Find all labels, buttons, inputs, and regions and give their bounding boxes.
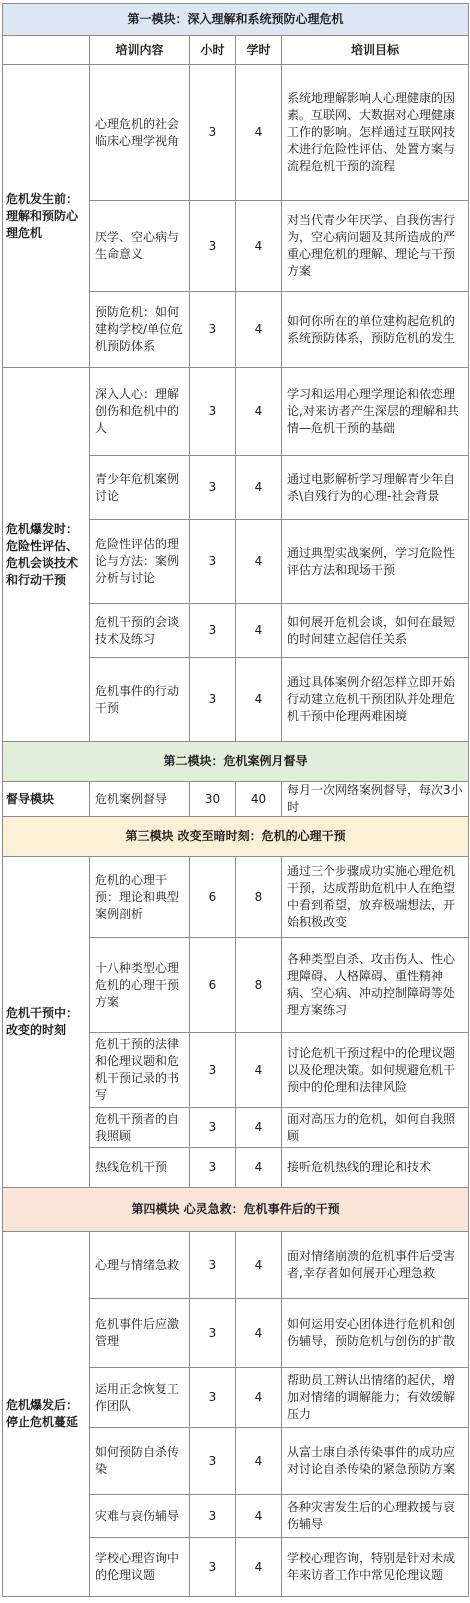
hours-cell: 3 bbox=[190, 292, 236, 368]
content-cell: 危机的心理干预：理论和典型案例剖析 bbox=[90, 857, 190, 938]
content-cell: 心理危机的社会临床心理学视角 bbox=[90, 65, 190, 201]
category-cell: 危机发生前：理解和预防心理危机 bbox=[3, 65, 90, 368]
hours-cell: 3 bbox=[190, 368, 236, 456]
goal-cell: 面对高压力的危机，如何自我照顾 bbox=[282, 1108, 469, 1148]
study-hours-cell: 8 bbox=[236, 857, 282, 938]
table-row bbox=[3, 368, 469, 456]
content-cell: 热线危机干预 bbox=[90, 1148, 190, 1188]
header-category bbox=[3, 36, 90, 65]
goal-cell: 如何你所在的单位建构起危机的系统预防体系，预防危机的发生 bbox=[282, 292, 469, 368]
study-hours-cell: 4 bbox=[236, 604, 282, 658]
table-row bbox=[3, 1232, 469, 1299]
content-cell: 危机事件后应激管理 bbox=[90, 1299, 190, 1368]
goal-cell: 对当代青少年厌学、自我伤害行为，空心病问题及其所造成的严重心理危机的理解、理论与干预方案 bbox=[282, 201, 469, 292]
study-hours-cell: 4 bbox=[236, 1108, 282, 1148]
hours-cell: 3 bbox=[190, 1148, 236, 1188]
hours-cell: 3 bbox=[190, 1368, 236, 1428]
study-hours-cell: 4 bbox=[236, 1428, 282, 1495]
category-cell: 危机爆发时：危险性评估、危机会谈技术和行动干预 bbox=[3, 368, 90, 742]
content-cell: 学校心理咨询中的伦理议题 bbox=[90, 1538, 190, 1597]
hours-cell: 6 bbox=[190, 938, 236, 1033]
hours-cell: 3 bbox=[190, 604, 236, 658]
content-cell: 灾难与哀伤辅导 bbox=[90, 1495, 190, 1538]
content-cell: 十八种类型心理危机的心理干预方案 bbox=[90, 938, 190, 1033]
module-title: 第四模块 心灵急救：危机事件后的干预 bbox=[3, 1188, 469, 1232]
goal-cell: 各种类型自杀、攻击伤人、性心理障碍、人格障碍、重性精神病、空心病、冲动控制障碍等处理方案练习 bbox=[282, 938, 469, 1033]
hours-cell: 3 bbox=[190, 1299, 236, 1368]
study-hours-cell: 4 bbox=[236, 658, 282, 742]
study-hours-cell: 4 bbox=[236, 368, 282, 456]
table-row bbox=[3, 857, 469, 938]
goal-cell: 通过典型实战案例，学习危险性评估方法和现场干预 bbox=[282, 520, 469, 604]
module-title: 第一模块：深入理解和系统预防心理危机 bbox=[3, 4, 469, 36]
module-title: 第二模块：危机案例月督导 bbox=[3, 742, 469, 782]
study-hours-cell: 4 bbox=[236, 1538, 282, 1597]
study-hours-cell: 4 bbox=[236, 1495, 282, 1538]
study-hours-cell: 4 bbox=[236, 520, 282, 604]
hours-cell: 3 bbox=[190, 1232, 236, 1299]
training-table bbox=[2, 3, 469, 1597]
content-cell: 心理与情绪急救 bbox=[90, 1232, 190, 1299]
column-header-row bbox=[3, 36, 469, 65]
hours-cell: 3 bbox=[190, 1495, 236, 1538]
category-cell: 危机爆发后：停止危机蔓延 bbox=[3, 1232, 90, 1597]
module-title-row bbox=[3, 4, 469, 36]
study-hours-cell: 4 bbox=[236, 1232, 282, 1299]
content-cell: 危机干预的法律和伦理议题和危机干预记录的书写 bbox=[90, 1033, 190, 1108]
content-cell: 厌学、空心病与生命意义 bbox=[90, 201, 190, 292]
goal-cell: 帮助员工辨认出情绪的起伏，增加对情绪的调解能力；有效缓解压力 bbox=[282, 1368, 469, 1428]
training-table-body bbox=[3, 4, 469, 1597]
study-hours-cell: 4 bbox=[236, 1368, 282, 1428]
study-hours-cell: 4 bbox=[236, 292, 282, 368]
study-hours-cell: 4 bbox=[236, 65, 282, 201]
hours-cell: 3 bbox=[190, 1428, 236, 1495]
study-hours-cell: 4 bbox=[236, 201, 282, 292]
hours-cell: 30 bbox=[190, 782, 236, 817]
hours-cell: 3 bbox=[190, 1108, 236, 1148]
content-cell: 运用正念恢复工作团队 bbox=[90, 1368, 190, 1428]
module-title-row bbox=[3, 742, 469, 782]
header-hours: 小时 bbox=[190, 36, 236, 65]
goal-cell: 通过电影解析学习理解青少年自杀\自残行为的心理-社会背景 bbox=[282, 456, 469, 520]
goal-cell: 学校心理咨询，特别是针对未成年来访者工作中常见伦理议题 bbox=[282, 1538, 469, 1597]
goal-cell: 系统地理解影响人心理健康的因素。互联网、大数据对心理健康工作的影响。怎样通过互联网技术进行危险性评估、处置方案与流程危机干预的流程 bbox=[282, 65, 469, 201]
hours-cell: 3 bbox=[190, 456, 236, 520]
module-title: 第三模块 改变至暗时刻：危机的心理干预 bbox=[3, 817, 469, 857]
goal-cell: 每月一次网络案例督导，每次3小时 bbox=[282, 782, 469, 817]
table-row bbox=[3, 65, 469, 201]
category-cell: 督导模块 bbox=[3, 782, 90, 817]
study-hours-cell: 8 bbox=[236, 938, 282, 1033]
goal-cell: 接听危机热线的理论和技术 bbox=[282, 1148, 469, 1188]
content-cell: 预防危机：如何建构学校/单位危机预防体系 bbox=[90, 292, 190, 368]
hours-cell: 3 bbox=[190, 1538, 236, 1597]
content-cell: 危机干预的会谈技术及练习 bbox=[90, 604, 190, 658]
content-cell: 危险性评估的理论与方法：案例分析与讨论 bbox=[90, 520, 190, 604]
content-cell: 深入人心：理解创伤和危机中的人 bbox=[90, 368, 190, 456]
goal-cell: 各种灾害发生后的心理救援与哀伤辅导 bbox=[282, 1495, 469, 1538]
study-hours-cell: 4 bbox=[236, 1148, 282, 1188]
content-cell: 如何预防自杀传染 bbox=[90, 1428, 190, 1495]
content-cell: 危机事件的行动干预 bbox=[90, 658, 190, 742]
hours-cell: 6 bbox=[190, 857, 236, 938]
hours-cell: 3 bbox=[190, 658, 236, 742]
goal-cell: 通过三个步骤成功实施心理危机干预，达成帮助危机中人在绝望中看到希望，放弃极端想法，开始积极改变 bbox=[282, 857, 469, 938]
hours-cell: 3 bbox=[190, 201, 236, 292]
goal-cell: 通过具体案例介绍怎样立即开始行动建立危机干预团队并处理危机干预中伦理两难困境 bbox=[282, 658, 469, 742]
study-hours-cell: 4 bbox=[236, 1299, 282, 1368]
table-row bbox=[3, 782, 469, 817]
goal-cell: 讨论危机干预过程中的伦理议题以及伦理决策。如何规避危机干预中的伦理和法律风险 bbox=[282, 1033, 469, 1108]
goal-cell: 从富士康自杀传染事件的成功应对讨论自杀传染的紧急预防方案 bbox=[282, 1428, 469, 1495]
study-hours-cell: 40 bbox=[236, 782, 282, 817]
goal-cell: 如何运用安心团体进行危机和创伤辅导，预防危机与创伤的扩散 bbox=[282, 1299, 469, 1368]
study-hours-cell: 4 bbox=[236, 1033, 282, 1108]
study-hours-cell: 4 bbox=[236, 456, 282, 520]
module-title-row bbox=[3, 1188, 469, 1232]
content-cell: 青少年危机案例讨论 bbox=[90, 456, 190, 520]
goal-cell: 如何展开危机会谈，如何在最短的时间建立起信任关系 bbox=[282, 604, 469, 658]
content-cell: 危机干预者的自我照顾 bbox=[90, 1108, 190, 1148]
hours-cell: 3 bbox=[190, 520, 236, 604]
goal-cell: 学习和运用心理学理论和依恋理论,对来访者产生深层的理解和共情—危机干预的基础 bbox=[282, 368, 469, 456]
header-content: 培训内容 bbox=[90, 36, 190, 65]
module-title-row bbox=[3, 817, 469, 857]
category-cell: 危机干预中：改变的时刻 bbox=[3, 857, 90, 1188]
hours-cell: 3 bbox=[190, 65, 236, 201]
goal-cell: 面对情绪崩溃的危机事件后受害者,幸存者如何展开心理急救 bbox=[282, 1232, 469, 1299]
header-study: 学时 bbox=[236, 36, 282, 65]
hours-cell: 3 bbox=[190, 1033, 236, 1108]
content-cell: 危机案例督导 bbox=[90, 782, 190, 817]
header-goal: 培训目标 bbox=[282, 36, 469, 65]
